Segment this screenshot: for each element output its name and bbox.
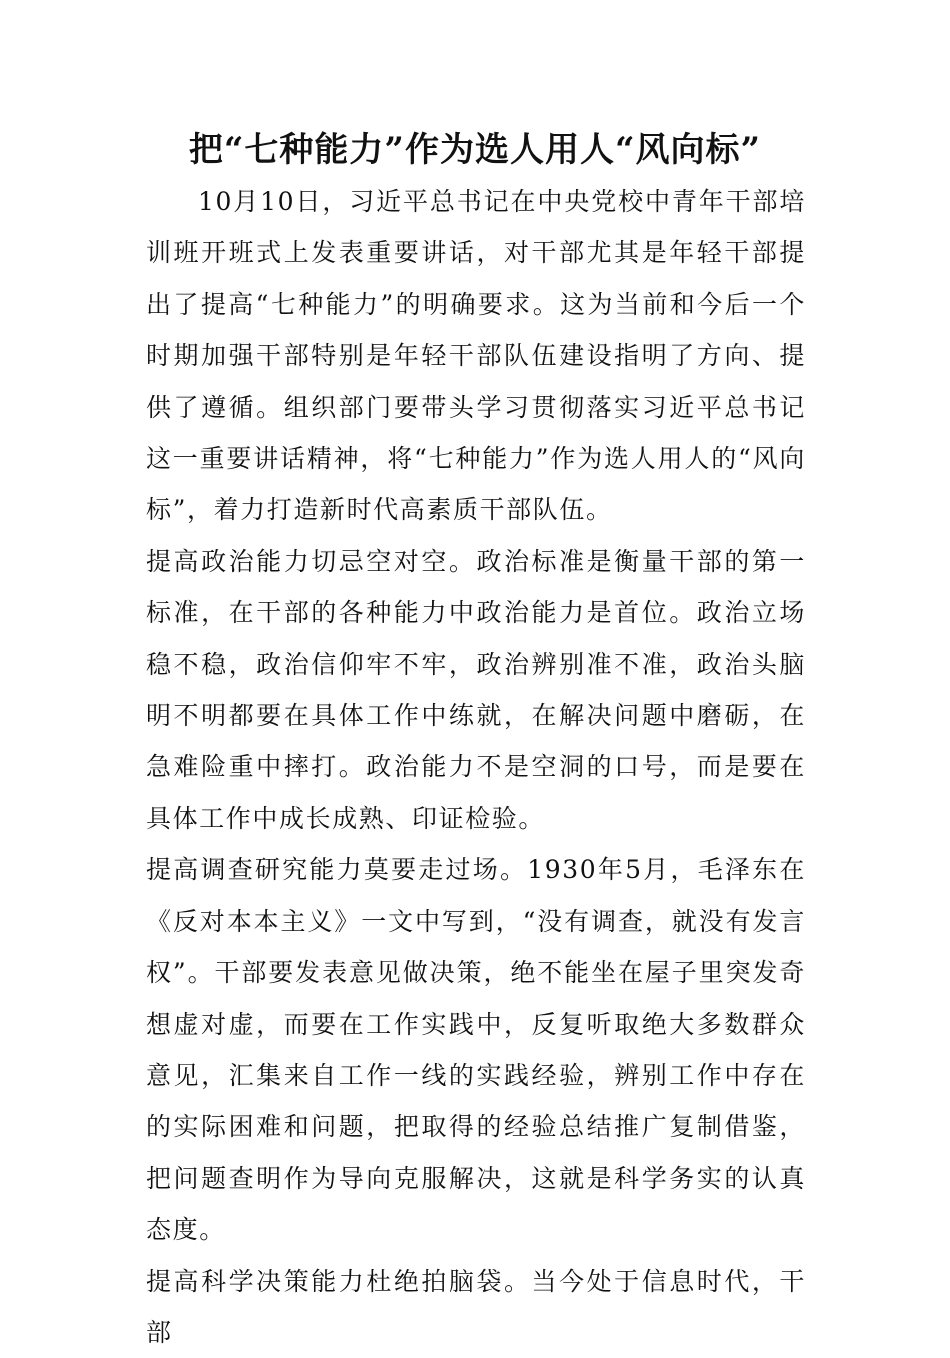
paragraph-political-ability: 提高政治能力切忌空对空。政治标准是衡量干部的第一标准，在干部的各种能力中政治能力是首位。政治立场稳不稳，政治信仰牢不牢，政治辨别准不准，政治头脑明不明都要在具体工作中练就，在解决问题中磨砺，在急难险重中摔打。政治能力不是空洞的口号，而是要在具体工作中成长成熟、印证检验。 bbox=[146, 546, 806, 833]
document-title: 把“七种能力”作为选人用人“风向标” bbox=[188, 130, 762, 170]
paragraph-intro: 10月10日，习近平总书记在中央党校中青年干部培训班开班式上发表重要讲话，对干部尤其是年轻干部提出了提高“七种能力”的明确要求。这为当前和今后一个时期加强干部特别是年轻干部队伍建设指明了方向、提供了遵循。组织部门要带头学习贯彻落实习近平总书记这一重要讲话精神，将“七种能力”作为选人用人的“风向标”，着力打造新时代高素质干部队伍。 bbox=[146, 187, 806, 525]
document-body bbox=[146, 176, 806, 1358]
paragraph-decision-ability: 提高科学决策能力杜绝拍脑袋。当今处于信息时代，干部 bbox=[146, 1266, 806, 1347]
paragraph-research-ability: 提高调查研究能力莫要走过场。1930年5月，毛泽东在《反对本本主义》一文中写到，“没有调查，就没有发言权”。干部要发表意见做决策，绝不能坐在屋子里突发奇想虚对虚，而要在工作实践中，反复听取绝大多数群众意见，汇集来自工作一线的实践经验，辨别工作中存在的实际困难和问题，把取得的经验总结推广复制借鉴，把问题查明作为导向克服解决，这就是科学务实的认真态度。 bbox=[146, 855, 806, 1245]
